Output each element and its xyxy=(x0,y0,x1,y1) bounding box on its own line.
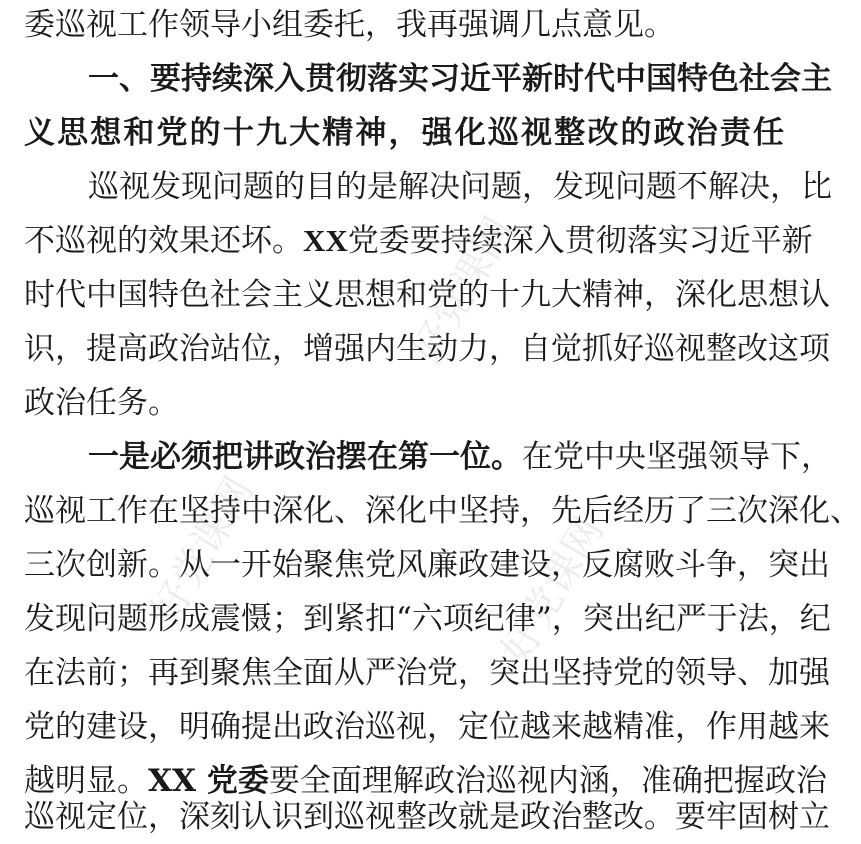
watermark-text: 好党课网 xyxy=(493,509,613,672)
body-text: 越明显。 xyxy=(24,763,148,799)
body-text: 在党中央坚强领导下， xyxy=(522,439,832,475)
body-line: 三次创新。从一开始聚焦党风廉政建设，反腐败斗争，突出 xyxy=(24,547,830,583)
section-heading: 义思想和党的十九大精神，强化巡视整改的政治责任 xyxy=(24,115,784,151)
body-line: 党的建设，明确提出政治巡视，定位越来越精准，作用越来 xyxy=(24,709,830,745)
watermark-text: 好党课网 xyxy=(403,209,523,372)
body-line-cut: 巡视定位，深刻认识到巡视整改就是政治整改。要牢固树立 xyxy=(24,799,830,835)
organization-placeholder: XX xyxy=(303,223,348,258)
section-heading: 一、要持续深入贯彻落实习近平新时代中国特色社会主 xyxy=(88,61,832,97)
body-line: 委巡视工作领导小组委托，我再强调几点意见。 xyxy=(24,7,675,43)
body-text: 党委要持续深入贯彻落实习近平新 xyxy=(347,223,813,259)
body-line xyxy=(24,430,832,484)
body-line xyxy=(24,214,813,268)
body-line: 巡视发现问题的目的是解决问题，发现问题不解决，比 xyxy=(88,169,832,205)
bold-lead-sentence: 一是必须把讲政治摆在第一位。 xyxy=(88,439,522,475)
body-line: 巡视工作在坚持中深化、深化中坚持，先后经历了三次深化、 xyxy=(24,493,861,529)
body-text: 不巡视的效果还坏。 xyxy=(24,223,303,259)
body-text: 要全面理解政治巡视内涵，准确把握政治 xyxy=(268,763,827,799)
body-line: 识，提高政治站位，增强内生动力，自觉抓好巡视整改这项 xyxy=(24,331,830,367)
bold-organization: XX 党委 xyxy=(148,763,269,799)
watermark-text: 好党课网 xyxy=(143,469,263,632)
body-line: 在法前；再到聚焦全面从严治党，突出坚持党的领导、加强 xyxy=(24,655,830,691)
body-line: 政治任务。 xyxy=(24,385,179,421)
body-line: 时代中国特色社会主义思想和党的十九大精神，深化思想认 xyxy=(24,277,830,313)
body-line: 发现问题形成震慑；到紧扣“六项纪律”，突出纪严于法，纪 xyxy=(24,601,831,637)
